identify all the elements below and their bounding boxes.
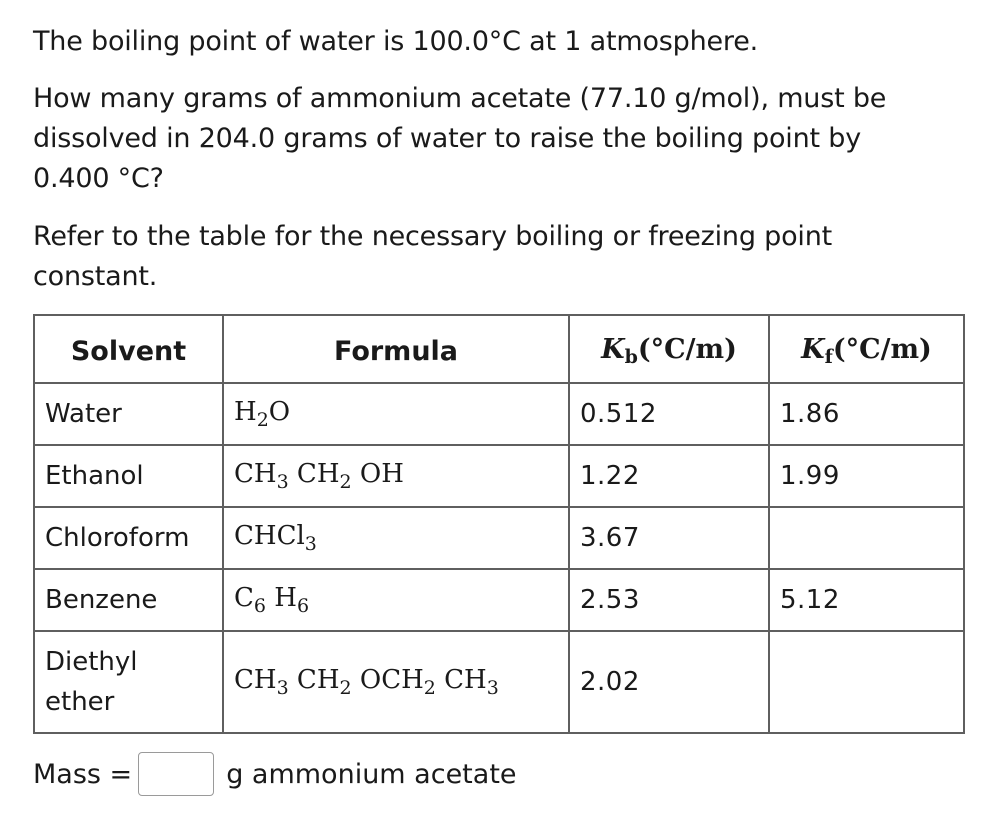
- solvent-formula: $C_6$ $H_6$: [223, 569, 569, 631]
- solvent-name: Chloroform: [34, 507, 223, 569]
- solvent-formula: $CH_3$ $CH_2$ OH: [223, 445, 569, 507]
- table-header-row: [34, 315, 964, 383]
- table-row: [34, 383, 964, 445]
- mass-unit-label: g ammonium acetate: [226, 758, 517, 790]
- kf-value: 5.12: [769, 569, 964, 631]
- kb-value: 2.53: [569, 569, 769, 631]
- solvent-formula: $H_2O$: [223, 383, 569, 445]
- table-row: [34, 507, 964, 569]
- kb-value: 1.22: [569, 445, 769, 507]
- solvent-name: Diethyl ether: [34, 631, 223, 733]
- kf-value: 1.99: [769, 445, 964, 507]
- kb-value: 2.02: [569, 631, 769, 733]
- solvent-name: Ethanol: [34, 445, 223, 507]
- mass-label: Mass =: [33, 758, 133, 790]
- solvent-name: Water: [34, 383, 223, 445]
- kb-value: 3.67: [569, 507, 769, 569]
- header-kb: $K_b(^\circ C/m)$: [569, 315, 769, 383]
- table-row: [34, 569, 964, 631]
- solvent-formula: $CH_3$ $CH_2$ $OCH_2$ $CH_3$: [223, 631, 569, 733]
- table-row: [34, 445, 964, 507]
- question-intro: The boiling point of water is 100.0°C at 1 atmosphere.: [33, 26, 758, 57]
- kb-value: 0.512: [569, 383, 769, 445]
- constants-table: [33, 314, 965, 734]
- table-row: [34, 631, 964, 733]
- mass-input[interactable]: [138, 752, 214, 796]
- question-prompt: How many grams of ammonium acetate (77.10 g/mol), must be dissolved in 204.0 grams of water to raise the boiling point by 0.400 °C?: [33, 83, 887, 194]
- solvent-name: Benzene: [34, 569, 223, 631]
- header-solvent: Solvent: [34, 315, 223, 383]
- answer-row: [33, 749, 517, 799]
- solvent-formula: CHCl$_3$: [223, 507, 569, 569]
- header-kf: $K_f(^\circ C/m)$: [769, 315, 964, 383]
- question-instruction: Refer to the table for the necessary boiling or freezing point constant.: [33, 221, 833, 292]
- kf-value: 1.86: [769, 383, 964, 445]
- header-formula: Formula: [223, 315, 569, 383]
- kf-value: [769, 507, 964, 569]
- kf-value: [769, 631, 964, 733]
